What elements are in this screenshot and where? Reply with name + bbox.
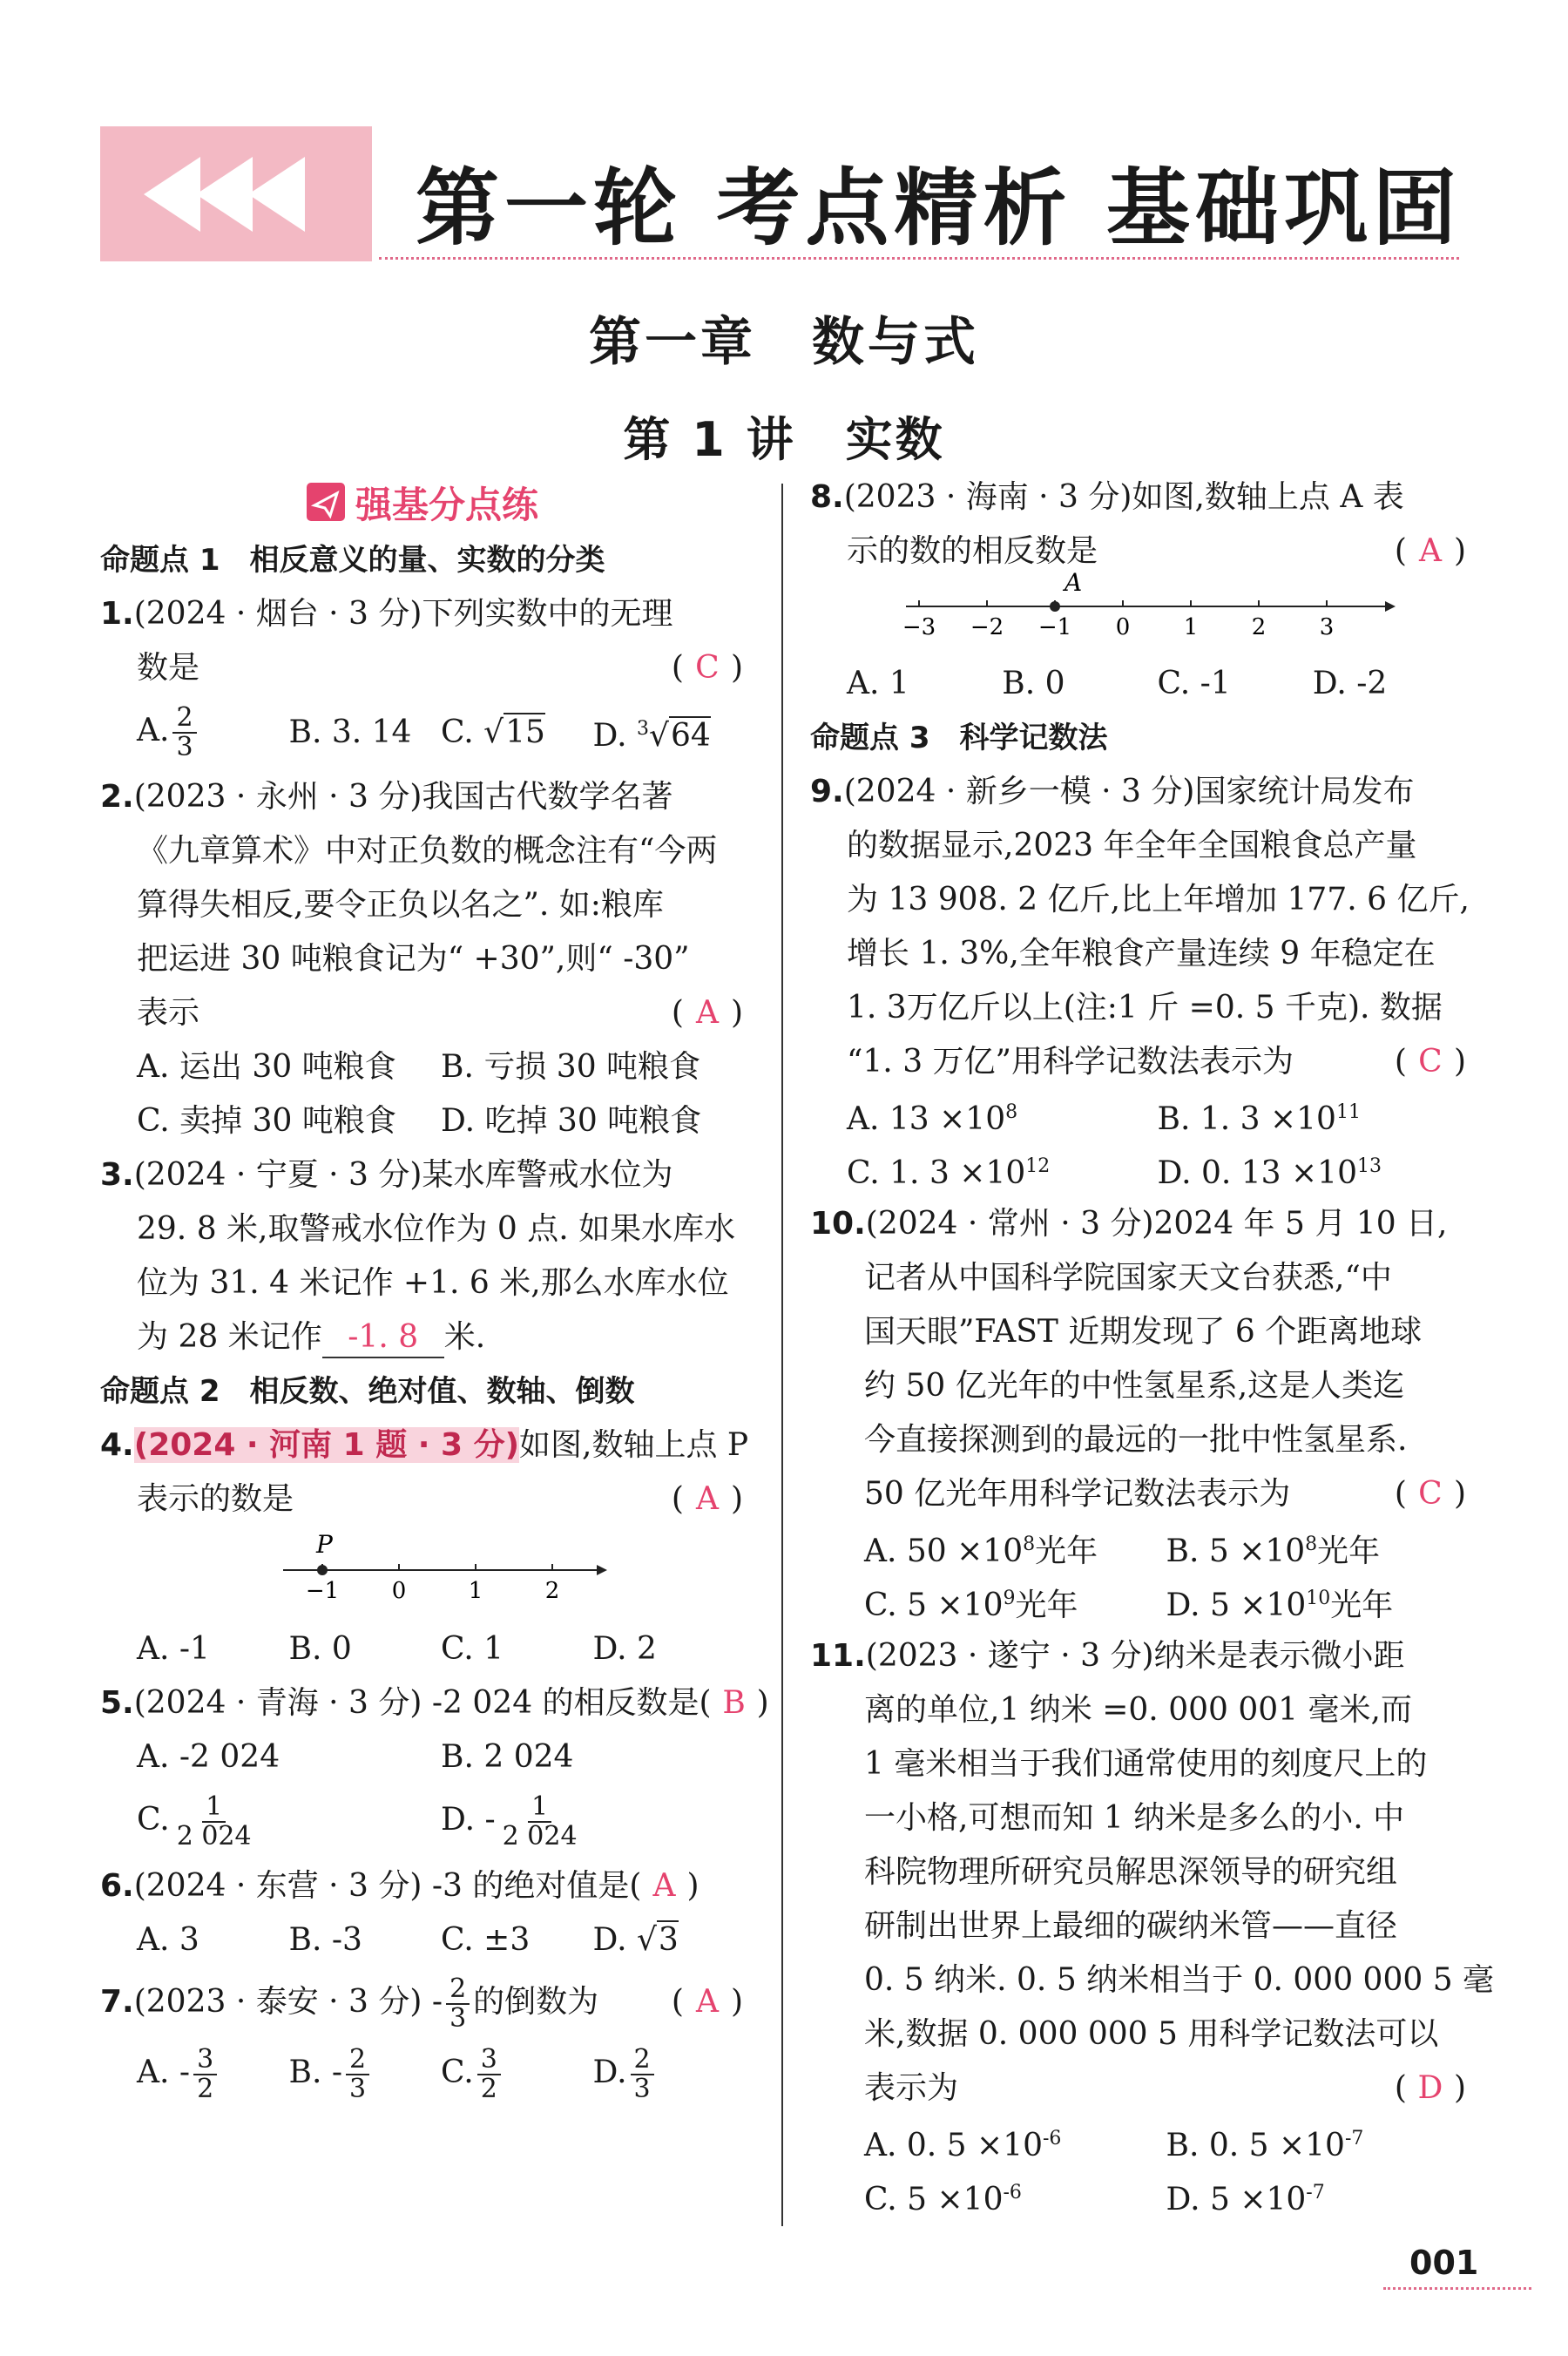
page-number-underline xyxy=(1383,2287,1531,2290)
options xyxy=(100,1622,745,1676)
answer-bracket: ( C ) xyxy=(672,641,745,695)
question-number: 4. xyxy=(100,1427,134,1463)
option-d: D. $\frac{2}{3}$ xyxy=(593,2046,746,2103)
question-7: 7.(2023 · 泰安 · 3 分) - $\frac{2}{3}$ 的倒数为 ( A ) A. - $\frac{3}{2}$ B. - $\frac{2}{3}$ C. $\frac{3}{2}$ D. $\frac{2}{3}$ xyxy=(100,1967,745,2112)
banner-title: 第一轮 考点精析 基础巩固 xyxy=(416,159,1462,257)
question-number: 11. xyxy=(810,1638,866,1674)
question-6: 6.(2024 · 东营 · 3 分) -3 的绝对值是( A ) A. 3 B. -3 C. ±3 D. √3 xyxy=(100,1859,745,1967)
option-a: A. $50 \times 10^8$光年 xyxy=(864,1533,1098,1569)
question-10: 10.(2024 · 常州 · 3 分)2024 年 5 月 10 日, 记者从中国科学院国家天文台获悉,“中 国天眼”FAST 近期发现了 6 个距离地球 约 50 亿光年的中性氢星系,这是人类迄 今直接探测到的最远的一批中性氢星系. 50 亿光年用科学记数法表示为 ( C ) A. $50 \times 10^8$光年 B. $5 \times 10^8$光年 C. $5 \times 10^9$光年 D. $5 \times 10^{10}$光年 xyxy=(810,1197,1468,1629)
question-text: (2024 · 烟台 · 3 分)下列实数中的无理 xyxy=(133,596,673,632)
tick-label: 2 xyxy=(544,1578,560,1604)
question-number: 2. xyxy=(100,779,134,815)
question-2: 2.(2023 · 永州 · 3 分)我国古代数学名著 《九章算术》中对正负数的概念注有“今两 算得失相反,要令正负以名之”. 如:粮库 把运进 30 吨粮食记为“ +30”,则“ -30” 表示 ( A ) A. 运出 30 吨粮食 B. 亏损 30 吨粮食 C. 卖掉 30 吨粮食 D. 吃掉 30 吨粮食 xyxy=(100,770,745,1148)
answer-value: B xyxy=(722,1685,746,1721)
answer-value: C xyxy=(1418,1044,1444,1080)
option-b: B. 2 024 xyxy=(441,1739,574,1775)
banner-decoration xyxy=(100,126,372,261)
option-a: A. - $\frac{3}{2}$ xyxy=(137,2046,289,2103)
question-number: 8. xyxy=(810,479,844,515)
question-number: 5. xyxy=(100,1685,134,1721)
question-number: 6. xyxy=(100,1868,134,1904)
chapter-title: 第一章 数与式 xyxy=(589,312,979,373)
tick-label: 2 xyxy=(1251,614,1267,640)
question-8: 8.(2023 · 海南 · 3 分)如图,数轴上点 A 表 示的数的相反数是 ( A ) −3 −2 −1 0 1 2 3 A A. 1 B. 0 C. -1 D. -2 xyxy=(810,471,1468,711)
option-b: B. 3. 14 xyxy=(288,714,412,750)
arrow-2 xyxy=(196,157,253,232)
right-column xyxy=(810,471,1495,2224)
topic-heading: 命题点 2 相反数、绝对值、数轴、倒数 xyxy=(100,1374,635,1409)
options xyxy=(100,1094,745,1148)
options xyxy=(810,1575,1468,1629)
option-b: B. $5 \times 10^8$光年 xyxy=(1166,1533,1381,1569)
answer-bracket: ( A ) xyxy=(672,986,745,1040)
option-d: D. 吃掉 30 吨粮食 xyxy=(441,1103,702,1139)
arrow-1 xyxy=(144,157,200,232)
answer-value: C xyxy=(695,650,721,686)
option-b: B. 0 xyxy=(1002,666,1065,701)
option-d: D. √3 xyxy=(592,1922,679,1958)
answer-bracket: ( D ) xyxy=(1395,2062,1468,2116)
option-c: C. 1. $3 \times 10^{12}$ xyxy=(847,1155,1051,1191)
answer-value: D xyxy=(1417,2070,1445,2106)
topic-heading: 命题点 1 相反意义的量、实数的分类 xyxy=(100,543,605,578)
number-line-figure xyxy=(100,1527,745,1622)
tick-label: −2 xyxy=(970,614,1004,640)
options xyxy=(100,695,745,770)
options xyxy=(100,1913,745,1967)
top-banner xyxy=(100,126,1462,266)
answer-bracket: ( A ) xyxy=(672,1472,745,1527)
option-d: D. -2 xyxy=(1312,666,1388,701)
option-c: C. 1 xyxy=(441,1631,504,1667)
options xyxy=(810,1089,1468,1143)
option-a: A. 3 xyxy=(137,1922,199,1958)
answer-bracket: ( A ) xyxy=(672,1967,745,2037)
option-d: D. 2 xyxy=(592,1631,657,1667)
point-marker xyxy=(317,1565,328,1575)
option-c: C. -1 xyxy=(1157,666,1231,701)
option-c: C. $5 \times 10^9$光年 xyxy=(864,1588,1078,1623)
option-a: A. -2 024 xyxy=(137,1739,280,1775)
option-d: D. $5 \times 10^{10}$光年 xyxy=(1166,1588,1394,1623)
question-4: 4.(2024 · 河南 1 题 · 3 分)如图,数轴上点 P 表示的数是 ( A ) −1 0 1 2 P A. -1 B. 0 C. 1 D. 2 xyxy=(100,1418,745,1676)
answer-value: A xyxy=(695,1481,720,1517)
option-c: C. 卖掉 30 吨粮食 xyxy=(137,1103,396,1139)
options xyxy=(100,2037,745,2112)
question-5: 5.(2024 · 青海 · 3 分) -2 024 的相反数是( B ) A. -2 024 B. 2 024 C. $\frac{1}{2 024}$ D. - $\frac{1}{2 024}$ xyxy=(100,1676,745,1859)
options xyxy=(100,1040,745,1094)
options xyxy=(810,1521,1468,1575)
question-number: 1. xyxy=(100,596,134,632)
options xyxy=(810,2116,1468,2170)
options xyxy=(810,2170,1468,2224)
option-b: B. 1. $3 \times 10^{11}$ xyxy=(1157,1101,1361,1137)
option-a: A. $\frac{2}{3}$ xyxy=(137,704,289,762)
answer-blank: -1. 8 xyxy=(322,1318,444,1358)
option-b: B. 0. $5 \times 10^{-7}$ xyxy=(1166,2128,1364,2163)
lecture-title: 第 1 讲 实数 xyxy=(623,412,945,467)
option-c: C. $\frac{3}{2}$ xyxy=(441,2046,593,2103)
option-d: D. 0. $13 \times 10^{13}$ xyxy=(1157,1155,1382,1191)
left-column xyxy=(100,477,769,2112)
option-d: D. - $\frac{1}{2 024}$ xyxy=(441,1791,578,1852)
section-heading xyxy=(100,477,745,533)
tick-label: 1 xyxy=(468,1578,483,1604)
question-3: 3.(2024 · 宁夏 · 3 分)某水库警戒水位为 29. 8 米,取警戒水位作为 0 点. 如果水库水 位为 31. 4 米记作 +1. 6 米,那么水库水位 为 28 米记作 -1. 8 米. xyxy=(100,1148,745,1364)
options xyxy=(810,1143,1468,1197)
point-label: P xyxy=(316,1530,333,1559)
tick-label: 0 xyxy=(1115,614,1131,640)
tick-label: −1 xyxy=(305,1578,340,1604)
banner-underline xyxy=(379,257,1459,260)
option-a: A. 运出 30 吨粮食 xyxy=(137,1049,396,1085)
option-c: C. $\frac{1}{2 024}$ xyxy=(137,1791,252,1852)
question-9: 9.(2024 · 新乡一模 · 3 分)国家统计局发布 的数据显示,2023 年全年全国粮食总产量 为 13 908. 2 亿斤,比上年增加 177. 6 亿斤, 增长 1. 3%,全年粮食产量连续 9 年稳定在 1. 3万亿斤以上(注:1 斤 =0. 5 千克). 数据 “1. 3 万亿”用科学记数法表示为 ( C ) A. $13 \times 10^8$ B. 1. $3 \times 10^{11}$ C. 1. $3 \times 10^{12}$ D. 0. $13 \times 10^{13}$ xyxy=(810,765,1468,1197)
option-a: A. -1 xyxy=(137,1631,210,1667)
highlight-tag: (2024 · 河南 1 题 · 3 分) xyxy=(133,1427,520,1463)
triple-arrow-icon xyxy=(100,126,372,261)
option-d: D. $^3$√64 xyxy=(592,718,711,754)
point-label: A xyxy=(1064,572,1083,597)
tick-label: 0 xyxy=(391,1578,407,1604)
page-number: 001 xyxy=(1409,2244,1479,2282)
answer-value: A xyxy=(695,1984,720,2020)
tick-label: 3 xyxy=(1319,614,1335,640)
option-c: C. ±3 xyxy=(441,1922,531,1958)
answer-bracket: ( A ) xyxy=(1395,525,1468,579)
option-b: B. 0 xyxy=(288,1631,352,1667)
question-number: 3. xyxy=(100,1157,134,1193)
option-c: C. √15 xyxy=(441,714,545,750)
question-number: 10. xyxy=(810,1206,866,1242)
option-b: B. -3 xyxy=(288,1922,362,1958)
answer-value: A xyxy=(1418,533,1443,569)
tick-label: −1 xyxy=(1037,614,1072,640)
section-heading-text: 强基分点练 xyxy=(355,484,538,526)
tick-label: −3 xyxy=(902,614,936,640)
option-a: A. 0. $5 \times 10^{-6}$ xyxy=(864,2128,1062,2163)
question-1 xyxy=(100,587,745,770)
option-b: B. 亏损 30 吨粮食 xyxy=(441,1049,701,1085)
answer-value: A xyxy=(652,1868,676,1904)
answer-value: A xyxy=(695,995,720,1031)
question-number: 7. xyxy=(100,1984,134,2020)
question-11: 11.(2023 · 遂宁 · 3 分)纳米是表示微小距 离的单位,1 纳米 =0. 000 001 毫米,而 1 毫米相当于我们通常使用的刻度尺上的 一小格,可想而知 1 纳米是多么的小. 中 科院物理所研究员解思深领导的研究组 研制出世界上最细的碳纳米管——直径 0. 5 纳米. 0. 5 纳米相当于 0. 000 000 5 毫 米,数据 0. 000 000 5 用科学记数法可以 表示为 ( D ) A. 0. $5 \times 10^{-6}$ B. 0. $5 \times 10^{-7}$ C. $5 \times 10^{-6}$ D. $5 \times 10^{-7}$ xyxy=(810,1629,1468,2224)
answer-bracket: ( C ) xyxy=(1395,1035,1468,1089)
option-b: B. - $\frac{2}{3}$ xyxy=(289,2046,442,2103)
option-c: C. $5 \times 10^{-6}$ xyxy=(864,2182,1022,2217)
question-number: 9. xyxy=(810,774,844,809)
arrow-3 xyxy=(248,157,305,232)
point-marker xyxy=(1050,601,1060,612)
column-divider xyxy=(781,484,783,2226)
topic-heading: 命题点 3 科学记数法 xyxy=(810,721,1108,755)
option-d: D. $5 \times 10^{-7}$ xyxy=(1166,2182,1325,2217)
options xyxy=(100,1730,745,1784)
options xyxy=(100,1784,745,1859)
answer-bracket: ( C ) xyxy=(1395,1467,1468,1521)
answer-value: C xyxy=(1418,1476,1444,1512)
tick-label: 1 xyxy=(1183,614,1199,640)
option-a: A. $13 \times 10^8$ xyxy=(847,1101,1018,1137)
paper-plane-icon xyxy=(307,483,345,521)
question-text: 数是 xyxy=(137,650,200,686)
option-a: A. 1 xyxy=(847,666,909,701)
number-line-figure xyxy=(810,572,1468,674)
